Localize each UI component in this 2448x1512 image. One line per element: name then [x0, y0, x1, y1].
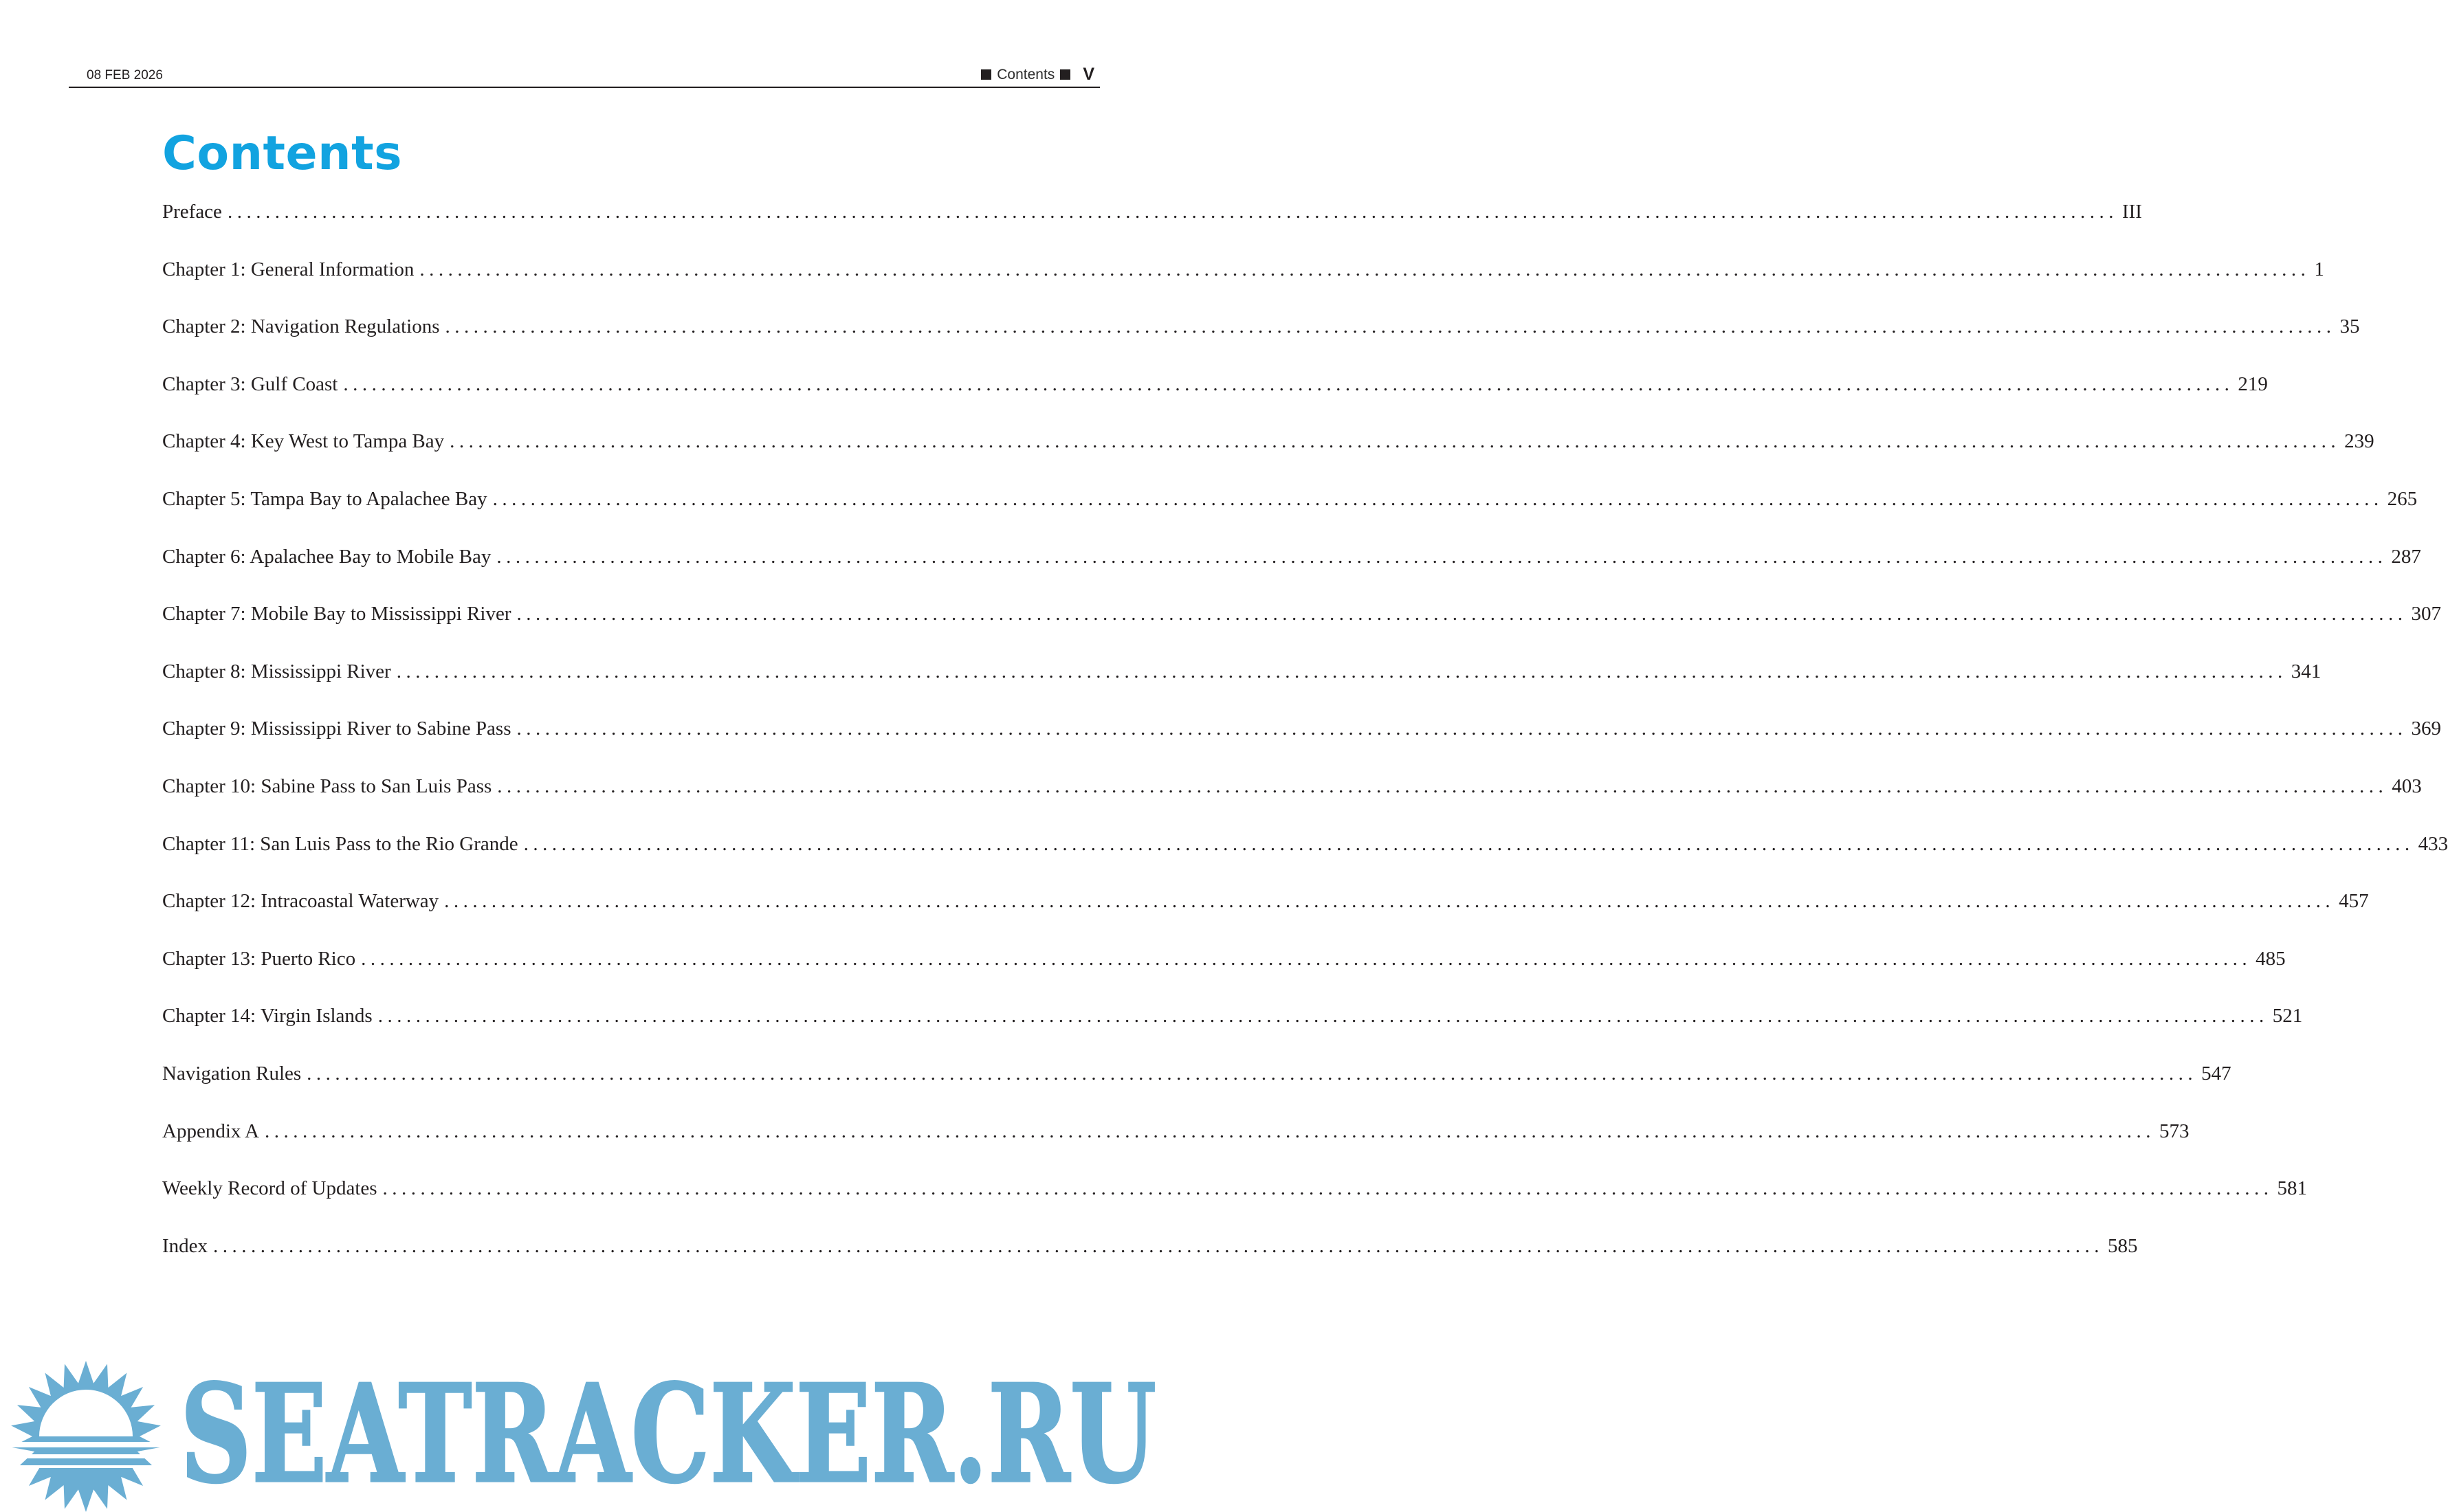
dot-leader: ........................................................................................................................................................................................................ — [307, 1062, 2198, 1085]
toc-entry-page: 521 — [2272, 1005, 2303, 1027]
toc-entry[interactable] — [162, 258, 2324, 316]
header-square-icon — [1060, 69, 1070, 80]
toc-entry[interactable] — [162, 315, 2360, 373]
toc-entry[interactable] — [162, 1062, 2231, 1120]
toc-entry-page: 581 — [2277, 1177, 2308, 1200]
header-square-icon — [981, 69, 991, 80]
dot-leader: ........................................................................................................................................................................................................ — [382, 1177, 2273, 1200]
toc-entry-label: Chapter 11: San Luis Pass to the Rio Grande — [162, 832, 518, 855]
toc-entry-page: 433 — [2418, 832, 2448, 855]
toc-list — [162, 201, 2448, 1292]
dot-leader: ........................................................................................................................................................................................................ — [213, 1234, 2104, 1257]
dot-leader: ........................................................................................................................................................................................................ — [516, 603, 2407, 625]
toc-entry-page: 369 — [2411, 718, 2441, 740]
dot-leader: ........................................................................................................................................................................................................ — [523, 832, 2414, 855]
dot-leader: ........................................................................................................................................................................................................ — [445, 315, 2336, 338]
toc-entry-page: 457 — [2339, 890, 2369, 913]
toc-entry-page: 219 — [2238, 373, 2268, 395]
toc-entry-page: III — [2121, 201, 2142, 223]
toc-entry[interactable] — [162, 832, 2448, 891]
toc-entry[interactable] — [162, 1234, 2138, 1293]
sun-logo-icon — [7, 1361, 165, 1512]
dot-leader: ........................................................................................................................................................................................................ — [419, 258, 2311, 280]
toc-entry-label: Navigation Rules — [162, 1062, 302, 1085]
header-date: 08 FEB 2026 — [87, 68, 163, 82]
watermark — [0, 1340, 1169, 1512]
toc-entry-page: 585 — [2108, 1234, 2138, 1257]
toc-entry[interactable] — [162, 660, 2322, 718]
toc-entry-page: 35 — [2339, 315, 2360, 338]
dot-leader: ........................................................................................................................................................................................................ — [492, 487, 2383, 510]
toc-entry-page: 265 — [2387, 487, 2418, 510]
toc-entry[interactable] — [162, 890, 2369, 948]
toc-entry[interactable] — [162, 775, 2422, 833]
toc-entry[interactable] — [162, 430, 2374, 488]
watermark-text: SEATRACKER.RU — [180, 1355, 1156, 1512]
dot-leader: ........................................................................................................................................................................................................ — [496, 545, 2388, 568]
header-page-number: V — [1083, 65, 1094, 84]
toc-entry-page: 287 — [2391, 545, 2421, 568]
running-header — [69, 67, 1100, 88]
toc-entry[interactable] — [162, 1177, 2308, 1235]
toc-entry-label: Chapter 5: Tampa Bay to Apalachee Bay — [162, 487, 487, 510]
toc-entry[interactable] — [162, 1120, 2190, 1178]
toc-entry[interactable] — [162, 718, 2441, 775]
toc-entry-label: Chapter 14: Virgin Islands — [162, 1005, 373, 1027]
toc-entry-label: Chapter 10: Sabine Pass to San Luis Pass — [162, 775, 492, 797]
toc-entry-page: 341 — [2291, 660, 2322, 682]
dot-leader: ........................................................................................................................................................................................................ — [444, 890, 2335, 913]
toc-entry-label: Chapter 4: Key West to Tampa Bay — [162, 430, 445, 453]
dot-leader: ........................................................................................................................................................................................................ — [361, 947, 2252, 970]
dot-leader: ........................................................................................................................................................................................................ — [497, 775, 2388, 797]
toc-entry-page: 1 — [2314, 258, 2324, 280]
toc-entry-page: 307 — [2411, 603, 2441, 625]
toc-entry-label: Chapter 7: Mobile Bay to Mississippi River — [162, 603, 511, 625]
toc-entry-label: Chapter 3: Gulf Coast — [162, 373, 338, 395]
dot-leader: ........................................................................................................................................................................................................ — [343, 373, 2234, 395]
toc-entry-label: Chapter 12: Intracoastal Waterway — [162, 890, 439, 913]
toc-entry-label: Appendix A — [162, 1120, 259, 1142]
toc-entry[interactable] — [162, 201, 2142, 258]
toc-entry[interactable] — [162, 487, 2418, 546]
toc-entry-page: 485 — [2256, 947, 2286, 970]
dot-leader: ........................................................................................................................................................................................................ — [264, 1120, 2155, 1142]
toc-entry-label: Chapter 8: Mississippi River — [162, 660, 391, 682]
toc-entry-label: Chapter 2: Navigation Regulations — [162, 315, 440, 338]
dot-leader: ........................................................................................................................................................................................................ — [396, 660, 2287, 682]
toc-entry[interactable] — [162, 545, 2421, 603]
dot-leader: ........................................................................................................................................................................................................ — [227, 201, 2118, 223]
toc-entry[interactable] — [162, 603, 2441, 660]
toc-entry-label: Chapter 13: Puerto Rico — [162, 947, 356, 970]
toc-entry-page: 239 — [2344, 430, 2374, 453]
dot-leader: ........................................................................................................................................................................................................ — [377, 1005, 2269, 1027]
toc-entry-label: Chapter 1: General Information — [162, 258, 415, 280]
dot-leader: ........................................................................................................................................................................................................ — [516, 718, 2407, 740]
dot-leader: ........................................................................................................................................................................................................ — [450, 430, 2341, 453]
toc-entry[interactable] — [162, 373, 2268, 431]
toc-entry[interactable] — [162, 947, 2286, 1005]
page-title: Contents — [162, 126, 403, 181]
toc-entry-label: Chapter 9: Mississippi River to Sabine Pass — [162, 718, 511, 740]
header-section-title: Contents — [997, 66, 1055, 82]
header-right — [981, 65, 1094, 85]
toc-entry-label: Weekly Record of Updates — [162, 1177, 377, 1200]
toc-entry[interactable] — [162, 1005, 2303, 1063]
toc-entry-page: 403 — [2392, 775, 2422, 797]
toc-entry-label: Preface — [162, 201, 222, 223]
toc-entry-page: 573 — [2159, 1120, 2190, 1142]
toc-entry-label: Index — [162, 1234, 208, 1257]
toc-entry-page: 547 — [2201, 1062, 2231, 1085]
toc-entry-label: Chapter 6: Apalachee Bay to Mobile Bay — [162, 545, 492, 568]
